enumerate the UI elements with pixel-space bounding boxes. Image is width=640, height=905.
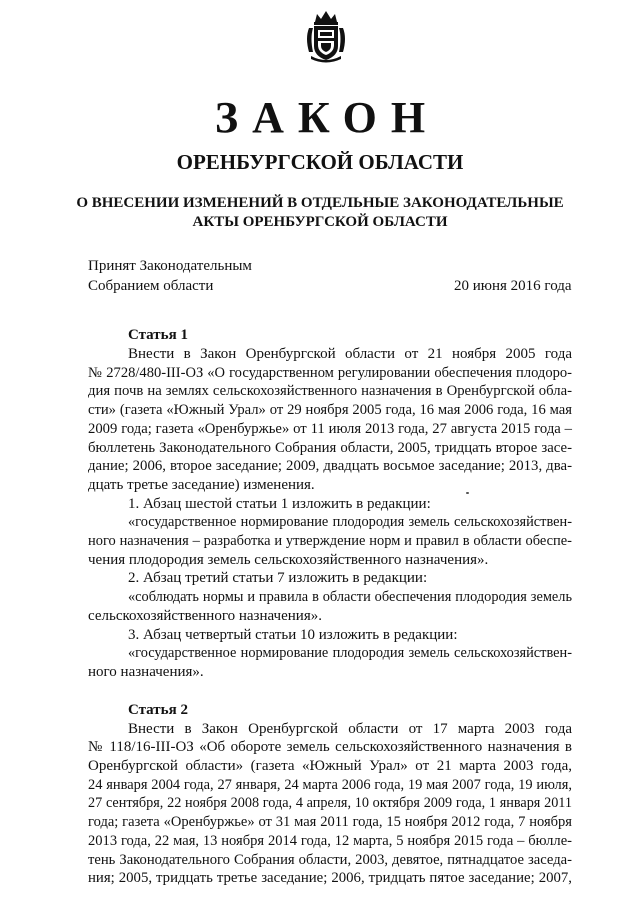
article-1-heading: Статья 1	[128, 327, 188, 343]
article-1-line: сельскохозяйственного назначения».	[88, 607, 322, 624]
article-2-line: тень Законодательного Собрания области, 2003, девятое, пятнадцатое заседа-	[88, 851, 572, 868]
article-1-line: № 2728/480-III-ОЗ «О государственном регулировании обеспечения плодоро-	[88, 364, 572, 381]
article-1-item: 1. Абзац шестой статьи 1 изложить в редакции:	[128, 495, 431, 512]
article-2-line: 27 сентября, 22 ноября 2008 года, 4 апреля, 10 октября 2009 года, 1 января 2011	[88, 795, 572, 812]
article-1-line: ного назначения».	[88, 663, 204, 680]
article-2-line: № 118/16-III-ОЗ «Об обороте земель сельскохозяйственного назначения в	[88, 739, 572, 756]
article-1-item: 2. Абзац третий статьи 7 изложить в редакции:	[128, 570, 428, 587]
law-heading	[60, 194, 580, 232]
document-subtitle: ОРЕНБУРГСКОЙ ОБЛАСТИ	[176, 150, 464, 174]
article-1-line: сти» (газета «Южный Урал» от 29 ноября 2005 года, 16 мая 2006 года, 16 мая	[88, 402, 572, 419]
adopted-by-line: Собранием области	[88, 278, 214, 294]
article-2-line: 2013 года, 22 мая, 13 ноября 2014 года, 12 марта, 5 ноября 2015 года – бюлле-	[88, 832, 572, 849]
article-2-heading: Статья 2	[128, 701, 188, 718]
article-2-line: 24 января 2004 года, 27 января, 24 марта 2006 года, 19 мая 2007 года, 19 июля,	[88, 776, 572, 793]
article-1-line: бюллетень Законодательного Собрания области, 2005, тридцать второе засе-	[88, 439, 572, 456]
article-1-line: чения плодородия земель сельскохозяйственного назначения».	[88, 551, 489, 568]
article-1-line: «государственное нормирование плодородия земель сельскохозяйствен-	[128, 514, 572, 531]
coat-of-arms-emblem	[303, 8, 349, 64]
article-2-line: года; газета «Оренбуржье» от 31 мая 2011 года, 15 ноября 2012 года, 7 ноября	[88, 814, 572, 831]
adopted-by-line: Принят Законодательным	[88, 258, 252, 274]
article-2-line: Оренбургской области» (газета «Южный Урал» от 21 марта 2003 года,	[88, 758, 572, 775]
law-heading-line: АКТЫ ОРЕНБУРГСКОЙ ОБЛАСТИ	[192, 214, 448, 230]
adopted-date: 20 июня 2016 года	[454, 278, 572, 294]
article-2-line: Внести в Закон Оренбургской области от 17 марта 2003 года	[128, 720, 572, 737]
article-1-line: 2009 года; газета «Оренбуржье» от 11 июля 2013 года, 27 августа 2015 года –	[88, 420, 572, 437]
article-spacer	[88, 682, 572, 700]
article-1-line: дцать третье заседание) изменения.	[88, 476, 315, 493]
article-1-line: дание; 2006, второе заседание; 2009, двадцать восьмое заседание; 2013, два-	[88, 458, 572, 475]
document-title: ЗАКОН	[214, 93, 440, 142]
article-1-line: ного назначения – разработка и утверждение норм и правил в области обеспе-	[88, 533, 572, 550]
article-1-line: «соблюдать нормы и правила в области обеспечения плодородия земель	[128, 589, 572, 606]
article-1-line: Внести в Закон Оренбургской области от 21 ноября 2005 года	[128, 346, 572, 362]
article-1-line: дия почв на землях сельскохозяйственного назначения в Оренбургской обла-	[88, 383, 572, 400]
article-2-line: ния; 2005, тридцать третье заседание; 2006, тридцать пятое заседание; 2007,	[88, 870, 572, 887]
adopted-by	[88, 256, 252, 296]
law-body	[88, 325, 572, 888]
article-1-line: «государственное нормирование плодородия земель сельскохозяйствен-	[128, 645, 572, 662]
law-heading-line: О ВНЕСЕНИИ ИЗМЕНЕНИЙ В ОТДЕЛЬНЫЕ ЗАКОНОДАТЕЛЬНЫЕ	[76, 195, 564, 211]
article-1-item: 3. Абзац четвертый статьи 10 изложить в редакции:	[128, 626, 458, 643]
